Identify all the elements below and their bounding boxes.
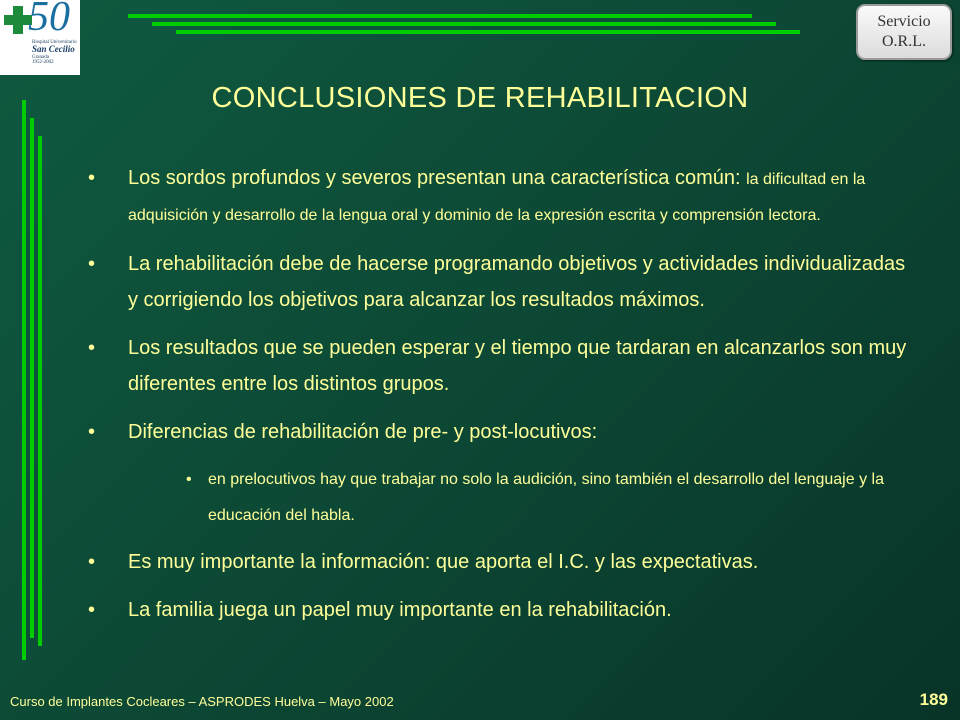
bullet-dot: • xyxy=(88,599,96,621)
sub-bullet-dot: • xyxy=(186,471,192,488)
sub-bullet-item xyxy=(88,462,918,534)
logo-line-city: Granada xyxy=(32,54,49,60)
bullet-item xyxy=(88,414,918,450)
hospital-logo xyxy=(0,0,80,75)
logo-text xyxy=(32,40,80,65)
logo-line-years: 1952-2002 xyxy=(32,59,54,65)
badge-line-1: Servicio xyxy=(877,13,931,30)
side-line-2 xyxy=(30,118,34,638)
bullet-item xyxy=(88,160,918,234)
bullet-item xyxy=(88,592,918,628)
top-line-2 xyxy=(152,22,776,26)
bullet-text: Los resultados que se pueden esperar y el tiempo que tardaran en alcanzarlos son muy diferentes entre los distintos grupos. xyxy=(128,337,907,395)
bullet-dot: • xyxy=(88,337,96,359)
top-line-1 xyxy=(128,14,752,18)
bullet-item xyxy=(88,330,918,402)
side-line-1 xyxy=(22,100,26,660)
sub-bullet-text: en prelocutivos hay que trabajar no solo la audición, sino también el desarrollo del lenguaje y la educación del habla. xyxy=(208,471,884,524)
bullet-list xyxy=(88,160,918,640)
bullet-dot: • xyxy=(88,167,96,189)
slide-title: CONCLUSIONES DE REHABILITACION xyxy=(211,82,749,114)
bullet-item xyxy=(88,246,918,318)
logo-line-hospital: Hospital Universitario xyxy=(32,40,77,45)
footer-text: Curso de Implantes Cocleares – ASPRODES Huelva – Mayo 2002 xyxy=(10,694,394,709)
bullet-text: Diferencias de rehabilitación de pre- y post-locutivos: xyxy=(128,421,598,443)
bullet-text: Los sordos profundos y severos presentan una característica común: xyxy=(128,167,747,189)
bullet-text: Es muy importante la información: que aporta el I.C. y las expectativas. xyxy=(128,551,759,573)
logo-line-name: San Cecilio xyxy=(32,44,75,55)
top-line-3 xyxy=(176,30,800,34)
bullet-item xyxy=(88,544,918,580)
bullet-dot: • xyxy=(88,253,96,275)
bullet-dot: • xyxy=(88,421,96,443)
side-line-3 xyxy=(38,136,42,646)
badge-line-2: O.R.L. xyxy=(882,33,926,50)
service-badge xyxy=(856,4,952,60)
logo-anniversary-number: 50 xyxy=(28,0,70,40)
bullet-dot: • xyxy=(88,551,96,573)
page-number: 189 xyxy=(919,690,948,709)
bullet-text: La familia juega un papel muy importante en la rehabilitación. xyxy=(128,599,672,621)
bullet-text-small: la dificultad en la adquisición y desarrollo de la lengua oral y dominio de la expresión escrita y comprensión lectora. xyxy=(128,171,866,224)
bullet-text: La rehabilitación debe de hacerse programando objetivos y actividades individualizadas y corrigiendo los objetivos para alcanzar los resultados máximos. xyxy=(128,253,906,311)
